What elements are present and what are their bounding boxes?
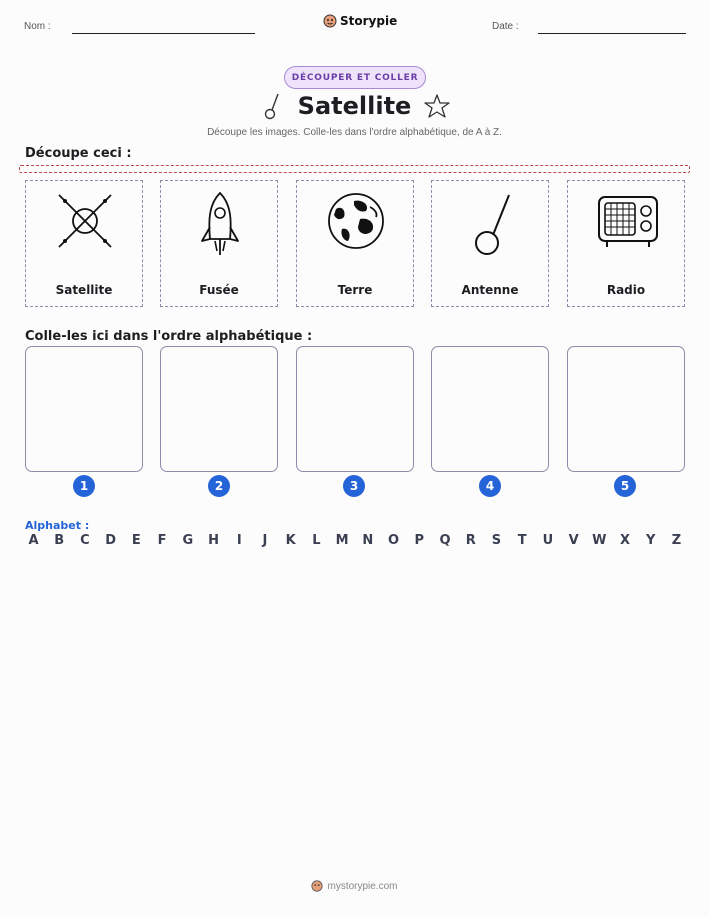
letter: U: [542, 533, 554, 548]
brand-logo: [323, 14, 397, 28]
brand-name: Storypie: [340, 14, 398, 28]
slot-number-1: 1: [73, 475, 95, 497]
slot-number-3: 3: [343, 475, 365, 497]
date-label: Date :: [492, 21, 519, 32]
cut-line: [19, 165, 690, 173]
slot-number-5: 5: [614, 475, 636, 497]
activity-badge: DÉCOUPER ET COLLER: [284, 66, 426, 89]
letter: M: [335, 533, 349, 548]
alphabet-row: [25, 533, 685, 548]
letter: E: [131, 533, 141, 548]
letter: D: [105, 533, 117, 548]
cut-section-title: Découpe ceci :: [25, 146, 132, 161]
storypie-mascot-icon: [311, 880, 323, 892]
letter: X: [620, 533, 631, 548]
letter: Q: [439, 533, 451, 548]
footer: [0, 880, 709, 892]
letter: B: [54, 533, 65, 548]
letter: I: [236, 533, 242, 548]
satellite-icon: [55, 191, 115, 255]
letter: L: [312, 533, 321, 548]
page-title: Satellite: [297, 92, 412, 120]
storypie-mascot-icon: [323, 14, 337, 28]
letter: S: [491, 533, 502, 548]
letter: J: [262, 533, 268, 548]
paste-section-title: Colle-les ici dans l'ordre alphabétique :: [25, 329, 313, 344]
letter: T: [517, 533, 527, 548]
instructions: Découpe les images. Colle-les dans l'ordre alphabétique, de A à Z.: [207, 127, 502, 138]
cut-card-earth[interactable]: [296, 180, 414, 307]
letter: G: [182, 533, 194, 548]
alphabet-title: Alphabet :: [25, 519, 90, 532]
earth-icon: [326, 191, 386, 251]
cut-card-antenna[interactable]: [431, 180, 549, 307]
cut-card-label: Antenne: [461, 283, 519, 297]
cut-card-label: Radio: [606, 283, 646, 297]
paste-box-1[interactable]: [25, 346, 143, 472]
letter: Z: [671, 533, 682, 548]
paste-box-4[interactable]: [431, 346, 549, 472]
letter: W: [592, 533, 607, 548]
letter: O: [388, 533, 400, 548]
radio-icon: [597, 191, 659, 249]
letter: R: [465, 533, 476, 548]
letter: Y: [646, 533, 656, 548]
footer-site[interactable]: mystorypie.com: [327, 880, 398, 892]
slot-number-2: 2: [208, 475, 230, 497]
rocket-icon: [190, 191, 250, 259]
cut-card-radio[interactable]: [567, 180, 685, 307]
letter: A: [28, 533, 39, 548]
letter: N: [362, 533, 374, 548]
cut-card-label: Satellite: [55, 283, 113, 297]
name-label: Nom :: [24, 21, 51, 32]
antenna-icon: [461, 191, 521, 257]
letter: H: [208, 533, 219, 548]
paste-box-3[interactable]: [296, 346, 414, 472]
slot-number-4: 4: [479, 475, 501, 497]
name-line: [72, 33, 255, 34]
letter: F: [157, 533, 167, 548]
cut-card-satellite[interactable]: [25, 180, 143, 307]
star-deco-icon: [423, 93, 451, 119]
cut-card-label: Terre: [337, 283, 373, 297]
letter: P: [414, 533, 425, 548]
cut-card-label: Fusée: [199, 283, 239, 297]
letter: V: [568, 533, 579, 548]
letter: K: [285, 533, 296, 548]
letter: C: [80, 533, 90, 548]
date-line: [538, 33, 686, 34]
cut-card-rocket[interactable]: [160, 180, 278, 307]
paste-box-5[interactable]: [567, 346, 685, 472]
paste-box-2[interactable]: [160, 346, 278, 472]
